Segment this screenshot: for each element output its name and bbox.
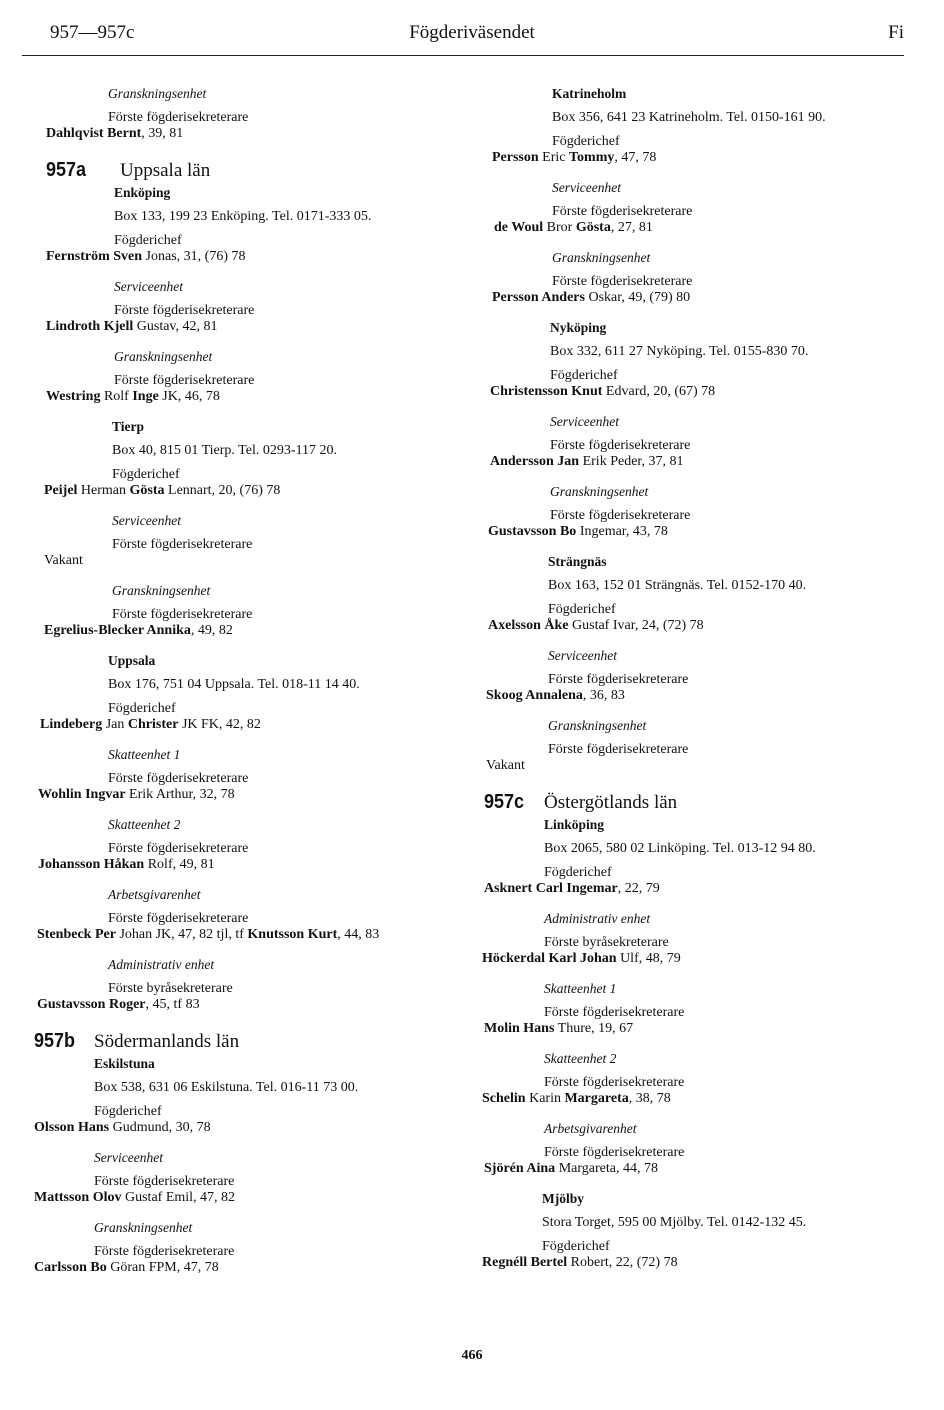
role-label: Fögderichef (548, 602, 616, 617)
person-entry: Carlsson Bo Göran FPM, 47, 78 (34, 1260, 219, 1275)
office-name: Linköping (544, 817, 605, 832)
person-entry: Persson Eric Tommy, 47, 78 (492, 150, 657, 165)
role-label: Fögderichef (114, 233, 182, 248)
role-label: Fögderichef (550, 368, 618, 383)
person-entry: Gustavsson Bo Ingemar, 43, 78 (488, 524, 668, 539)
office-address: Box 176, 751 04 Uppsala. Tel. 018-11 14 40. (108, 677, 360, 692)
role-label: Förste fögderisekreterare (94, 1244, 235, 1259)
office-address: Box 538, 631 06 Eskilstuna. Tel. 016-11 73 00. (94, 1080, 359, 1095)
role-label: Förste fögderisekreterare (552, 204, 693, 219)
unit-heading: Arbetsgivarenhet (544, 1121, 637, 1136)
person-entry: Axelsson Åke Gustaf Ivar, 24, (72) 78 (488, 618, 704, 633)
person-entry: Christensson Knut Edvard, 20, (67) 78 (490, 384, 716, 399)
person-entry: Mattsson Olov Gustaf Emil, 47, 82 (34, 1190, 236, 1205)
person-entry: Sjörén Aina Margareta, 44, 78 (484, 1161, 658, 1176)
vacancy: Vakant (486, 758, 525, 773)
unit-heading: Administrativ enhet (544, 911, 651, 926)
role-label: Förste fögderisekreterare (544, 1075, 685, 1090)
role-label: Förste fögderisekreterare (108, 110, 249, 125)
section-957a (30, 159, 450, 181)
person-entry: Gustavsson Roger, 45, tf 83 (37, 997, 200, 1012)
office-tierp (30, 419, 450, 639)
office-uppsala (30, 653, 450, 1013)
person-entry: Westring Rolf Inge JK, 46, 78 (46, 389, 220, 404)
role-label: Förste fögderisekreterare (112, 537, 253, 552)
person-entry: Lindeberg Jan Christer JK FK, 42, 82 (40, 717, 261, 732)
office-nykoping (478, 320, 918, 540)
unit-heading: Granskningsenhet (552, 250, 651, 265)
office-strangnas (478, 554, 918, 774)
unit-heading: Serviceenhet (548, 648, 617, 663)
unit-heading: Skatteenhet 1 (544, 981, 617, 996)
unit-heading: Serviceenhet (552, 180, 621, 195)
role-label: Fögderichef (544, 865, 612, 880)
person-entry: de Woul Bror Gösta, 27, 81 (494, 220, 653, 235)
unit-heading: Skatteenhet 2 (108, 817, 181, 832)
person-entry: Höckerdal Karl Johan Ulf, 48, 79 (482, 951, 681, 966)
person-entry: Molin Hans Thure, 19, 67 (484, 1021, 634, 1036)
office-address: Box 356, 641 23 Katrineholm. Tel. 0150-161 90. (552, 110, 826, 125)
office-name: Uppsala (108, 653, 156, 668)
office-eskilstuna (30, 1056, 450, 1276)
section-title: Östergötlands län (544, 792, 678, 813)
section-number: 957b (34, 1030, 76, 1052)
unit-heading: Granskningsenhet (548, 718, 647, 733)
vacancy: Vakant (44, 553, 83, 568)
person-entry: Stenbeck Per Johan JK, 47, 82 tjl, tf Knutsson Kurt, 44, 83 (37, 927, 380, 942)
role-label: Förste byråsekreterare (108, 981, 233, 996)
person-entry: Persson Anders Oskar, 49, (79) 80 (492, 290, 691, 305)
role-label: Förste fögderisekreterare (544, 1145, 685, 1160)
role-label: Förste fögderisekreterare (108, 911, 249, 926)
unit-heading: Granskningsenhet (114, 349, 213, 364)
role-label: Förste fögderisekreterare (108, 771, 249, 786)
person-entry: Fernström Sven Jonas, 31, (76) 78 (46, 249, 246, 264)
header-rule (22, 55, 904, 56)
office-address: Box 133, 199 23 Enköping. Tel. 0171-333 05. (114, 209, 372, 224)
section-title: Uppsala län (120, 160, 211, 181)
unit-heading: Serviceenhet (112, 513, 181, 528)
office-address: Box 2065, 580 02 Linköping. Tel. 013-12 94 80. (544, 841, 816, 856)
person-entry: Regnéll Bertel Robert, 22, (72) 78 (482, 1255, 678, 1270)
person-entry: Dahlqvist Bernt, 39, 81 (46, 126, 184, 141)
office-name: Strängnäs (548, 554, 607, 569)
role-label: Fögderichef (112, 467, 180, 482)
section-number: 957c (484, 791, 525, 813)
office-enkoping (30, 185, 450, 405)
role-label: Förste fögderisekreterare (550, 508, 691, 523)
person-entry: Schelin Karin Margareta, 38, 78 (482, 1091, 671, 1106)
office-address: Box 40, 815 01 Tierp. Tel. 0293-117 20. (112, 443, 337, 458)
unit-heading: Administrativ enhet (108, 957, 215, 972)
unit-heading: Granskningsenhet (94, 1220, 193, 1235)
office-address: Box 332, 611 27 Nyköping. Tel. 0155-830 70. (550, 344, 809, 359)
role-label: Fögderichef (542, 1239, 610, 1254)
person-entry: Asknert Carl Ingemar, 22, 79 (484, 881, 660, 896)
office-address: Stora Torget, 595 00 Mjölby. Tel. 0142-132 45. (542, 1215, 807, 1230)
unit-heading: Granskningsenhet (112, 583, 211, 598)
office-name: Tierp (112, 419, 145, 434)
page-number: 466 (461, 1348, 483, 1363)
person-entry: Andersson Jan Erik Peder, 37, 81 (490, 454, 684, 469)
unit-heading: Arbetsgivarenhet (108, 887, 201, 902)
office-name: Enköping (114, 185, 171, 200)
person-entry: Skoog Annalena, 36, 83 (486, 688, 625, 703)
unit-heading: Granskningsenhet (108, 86, 207, 101)
unit-heading: Serviceenhet (114, 279, 183, 294)
unit-heading: Serviceenhet (550, 414, 619, 429)
role-label: Förste fögderisekreterare (552, 274, 693, 289)
person-entry: Olsson Hans Gudmund, 30, 78 (34, 1120, 211, 1135)
section-957c (478, 791, 918, 813)
unit-heading: Granskningsenhet (550, 484, 649, 499)
office-name: Katrineholm (552, 86, 627, 101)
role-label: Förste fögderisekreterare (112, 607, 253, 622)
person-entry: Lindroth Kjell Gustav, 42, 81 (46, 319, 218, 334)
office-mjolby (478, 1191, 918, 1271)
running-head-title: Fögderiväsendet (409, 22, 535, 43)
role-label: Fögderichef (108, 701, 176, 716)
left-column (30, 86, 450, 1276)
person-entry: Egrelius-Blecker Annika, 49, 82 (44, 623, 233, 638)
office-address: Box 163, 152 01 Strängnäs. Tel. 0152-170 40. (548, 578, 807, 593)
unit-heading: Skatteenhet 2 (544, 1051, 617, 1066)
office-linkoping (478, 817, 918, 1177)
unit-heading: Serviceenhet (94, 1150, 163, 1165)
person-entry: Peijel Herman Gösta Lennart, 20, (76) 78 (44, 483, 281, 498)
office-katrineholm (478, 86, 918, 306)
role-label: Förste fögderisekreterare (114, 303, 255, 318)
person-entry: Wohlin Ingvar Erik Arthur, 32, 78 (38, 787, 235, 802)
role-label: Förste fögderisekreterare (544, 1005, 685, 1020)
role-label: Förste fögderisekreterare (94, 1174, 235, 1189)
office-name: Nyköping (550, 320, 607, 335)
role-label: Förste fögderisekreterare (548, 672, 689, 687)
section-957b (30, 1030, 450, 1052)
office-name: Mjölby (542, 1191, 584, 1206)
role-label: Förste fögderisekreterare (550, 438, 691, 453)
running-head-right: Fi (888, 22, 904, 43)
role-label: Förste fögderisekreterare (548, 742, 689, 757)
running-head-left: 957—957c (50, 22, 135, 43)
role-label: Förste fögderisekreterare (114, 373, 255, 388)
role-label: Förste byråsekreterare (544, 935, 669, 950)
section-number: 957a (46, 159, 87, 181)
role-label: Fögderichef (94, 1104, 162, 1119)
office-name: Eskilstuna (94, 1056, 155, 1071)
unit-heading: Skatteenhet 1 (108, 747, 181, 762)
section-title: Södermanlands län (94, 1031, 240, 1052)
person-entry: Johansson Håkan Rolf, 49, 81 (38, 857, 215, 872)
role-label: Förste fögderisekreterare (108, 841, 249, 856)
right-column (478, 86, 918, 1271)
role-label: Fögderichef (552, 134, 620, 149)
